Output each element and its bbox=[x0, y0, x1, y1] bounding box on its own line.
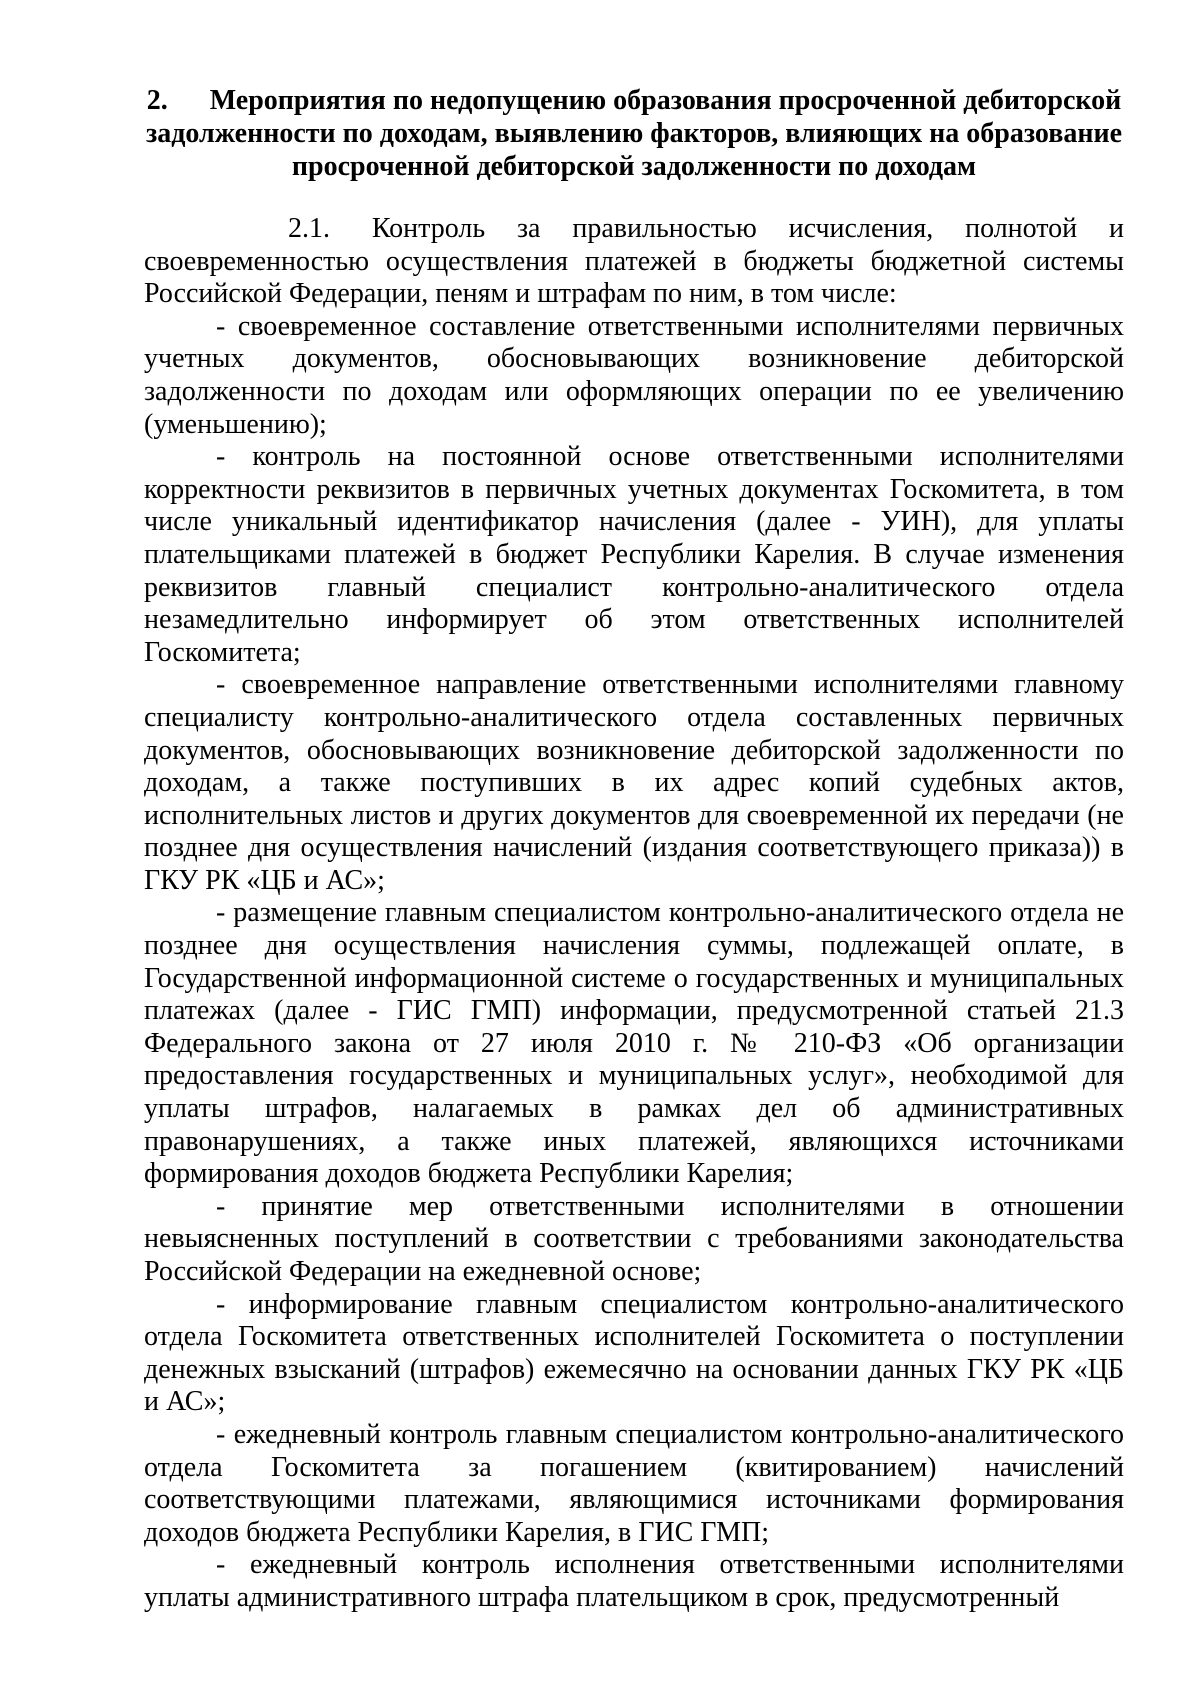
section-number: 2. bbox=[146, 85, 168, 116]
subsection-paragraph bbox=[144, 213, 1124, 311]
list-item: - ежедневный контроль главным специалистом контрольно-аналитического отдела Госкомитета за погашением (квитированием) начислений соответствующими платежами, являющимися источниками формирования доходов бюджета Республики Карелия, в ГИС ГМП; bbox=[144, 1418, 1124, 1548]
list-item: - своевременное составление ответственными исполнителями первичных учетных документов, обосновывающих возникновение дебиторской задолженности по доходам или оформляющих операции по ее увеличению (уменьшению); bbox=[144, 310, 1124, 440]
section-title: Мероприятия по недопущению образования просроченной дебиторской задолженности по доходам, выявлению факторов, влияющих на образование просроченной дебиторской задолженности по доходам bbox=[145, 85, 1123, 182]
subsection-number: 2.1. bbox=[288, 213, 330, 244]
subsection-text: Контроль за правильностью исчисления, полнотой и своевременностью осуществления платежей в бюджеты бюджетной системы Российской Федерации, пеням и штрафам по ним, в том числе: bbox=[144, 213, 1125, 310]
list-item: - информирование главным специалистом контрольно-аналитического отдела Госкомитета ответственных исполнителей Госкомитета о поступлении денежных взысканий (штрафов) ежемесячно на основании данных ГКУ РК «ЦБ и АС»; bbox=[144, 1288, 1124, 1418]
list-item: - ежедневный контроль исполнения ответственными исполнителями уплаты административного штрафа плательщиком в срок, предусмотренный bbox=[144, 1549, 1124, 1613]
list-item: - принятие мер ответственными исполнителями в отношении невыясненных поступлений в соответствии с требованиями законодательства Российской Федерации на ежедневной основе; bbox=[144, 1190, 1124, 1287]
document-page bbox=[144, 84, 1124, 1615]
list-item: - размещение главным специалистом контрольно-аналитического отдела не позднее дня осуществления начисления суммы, подлежащей оплате, в Государственной информационной системе о государственных и муниципальных платежах (далее - ГИС ГМП) информации, предусмотренной статьей 21.3 Федерального закона от 27 июля 2010 г. № 210-ФЗ «Об организации предоставления государственных и муниципальных услуг», необходимой для уплаты штрафов, налагаемых в рамках дел об административных правонарушениях, а также иных платежей, являющихся источниками формирования доходов бюджета Республики Карелия; bbox=[144, 897, 1124, 1190]
list-item: - контроль на постоянной основе ответственными исполнителями корректности реквизитов в первичных учетных документах Госкомитета, в том числе уникальный идентификатор начисления (далее - УИН), для уплаты плательщиками платежей в бюджет Республики Карелия. В случае изменения реквизитов главный специалист контрольно-аналитического отдела незамедлительно информирует об этом ответственных исполнителей Госкомитета; bbox=[144, 441, 1124, 668]
section-heading bbox=[144, 84, 1124, 183]
list-item: - своевременное направление ответственными исполнителями главному специалисту контрольно-аналитического отдела составленных первичных документов, обосновывающих возникновение дебиторской задолженности по доходам, а также поступивших в их адрес копий судебных актов, исполнительных листов и других документов для своевременной их передачи (не позднее дня осуществления начислений (издания соответствующего приказа)) в ГКУ РК «ЦБ и АС»; bbox=[144, 669, 1124, 896]
